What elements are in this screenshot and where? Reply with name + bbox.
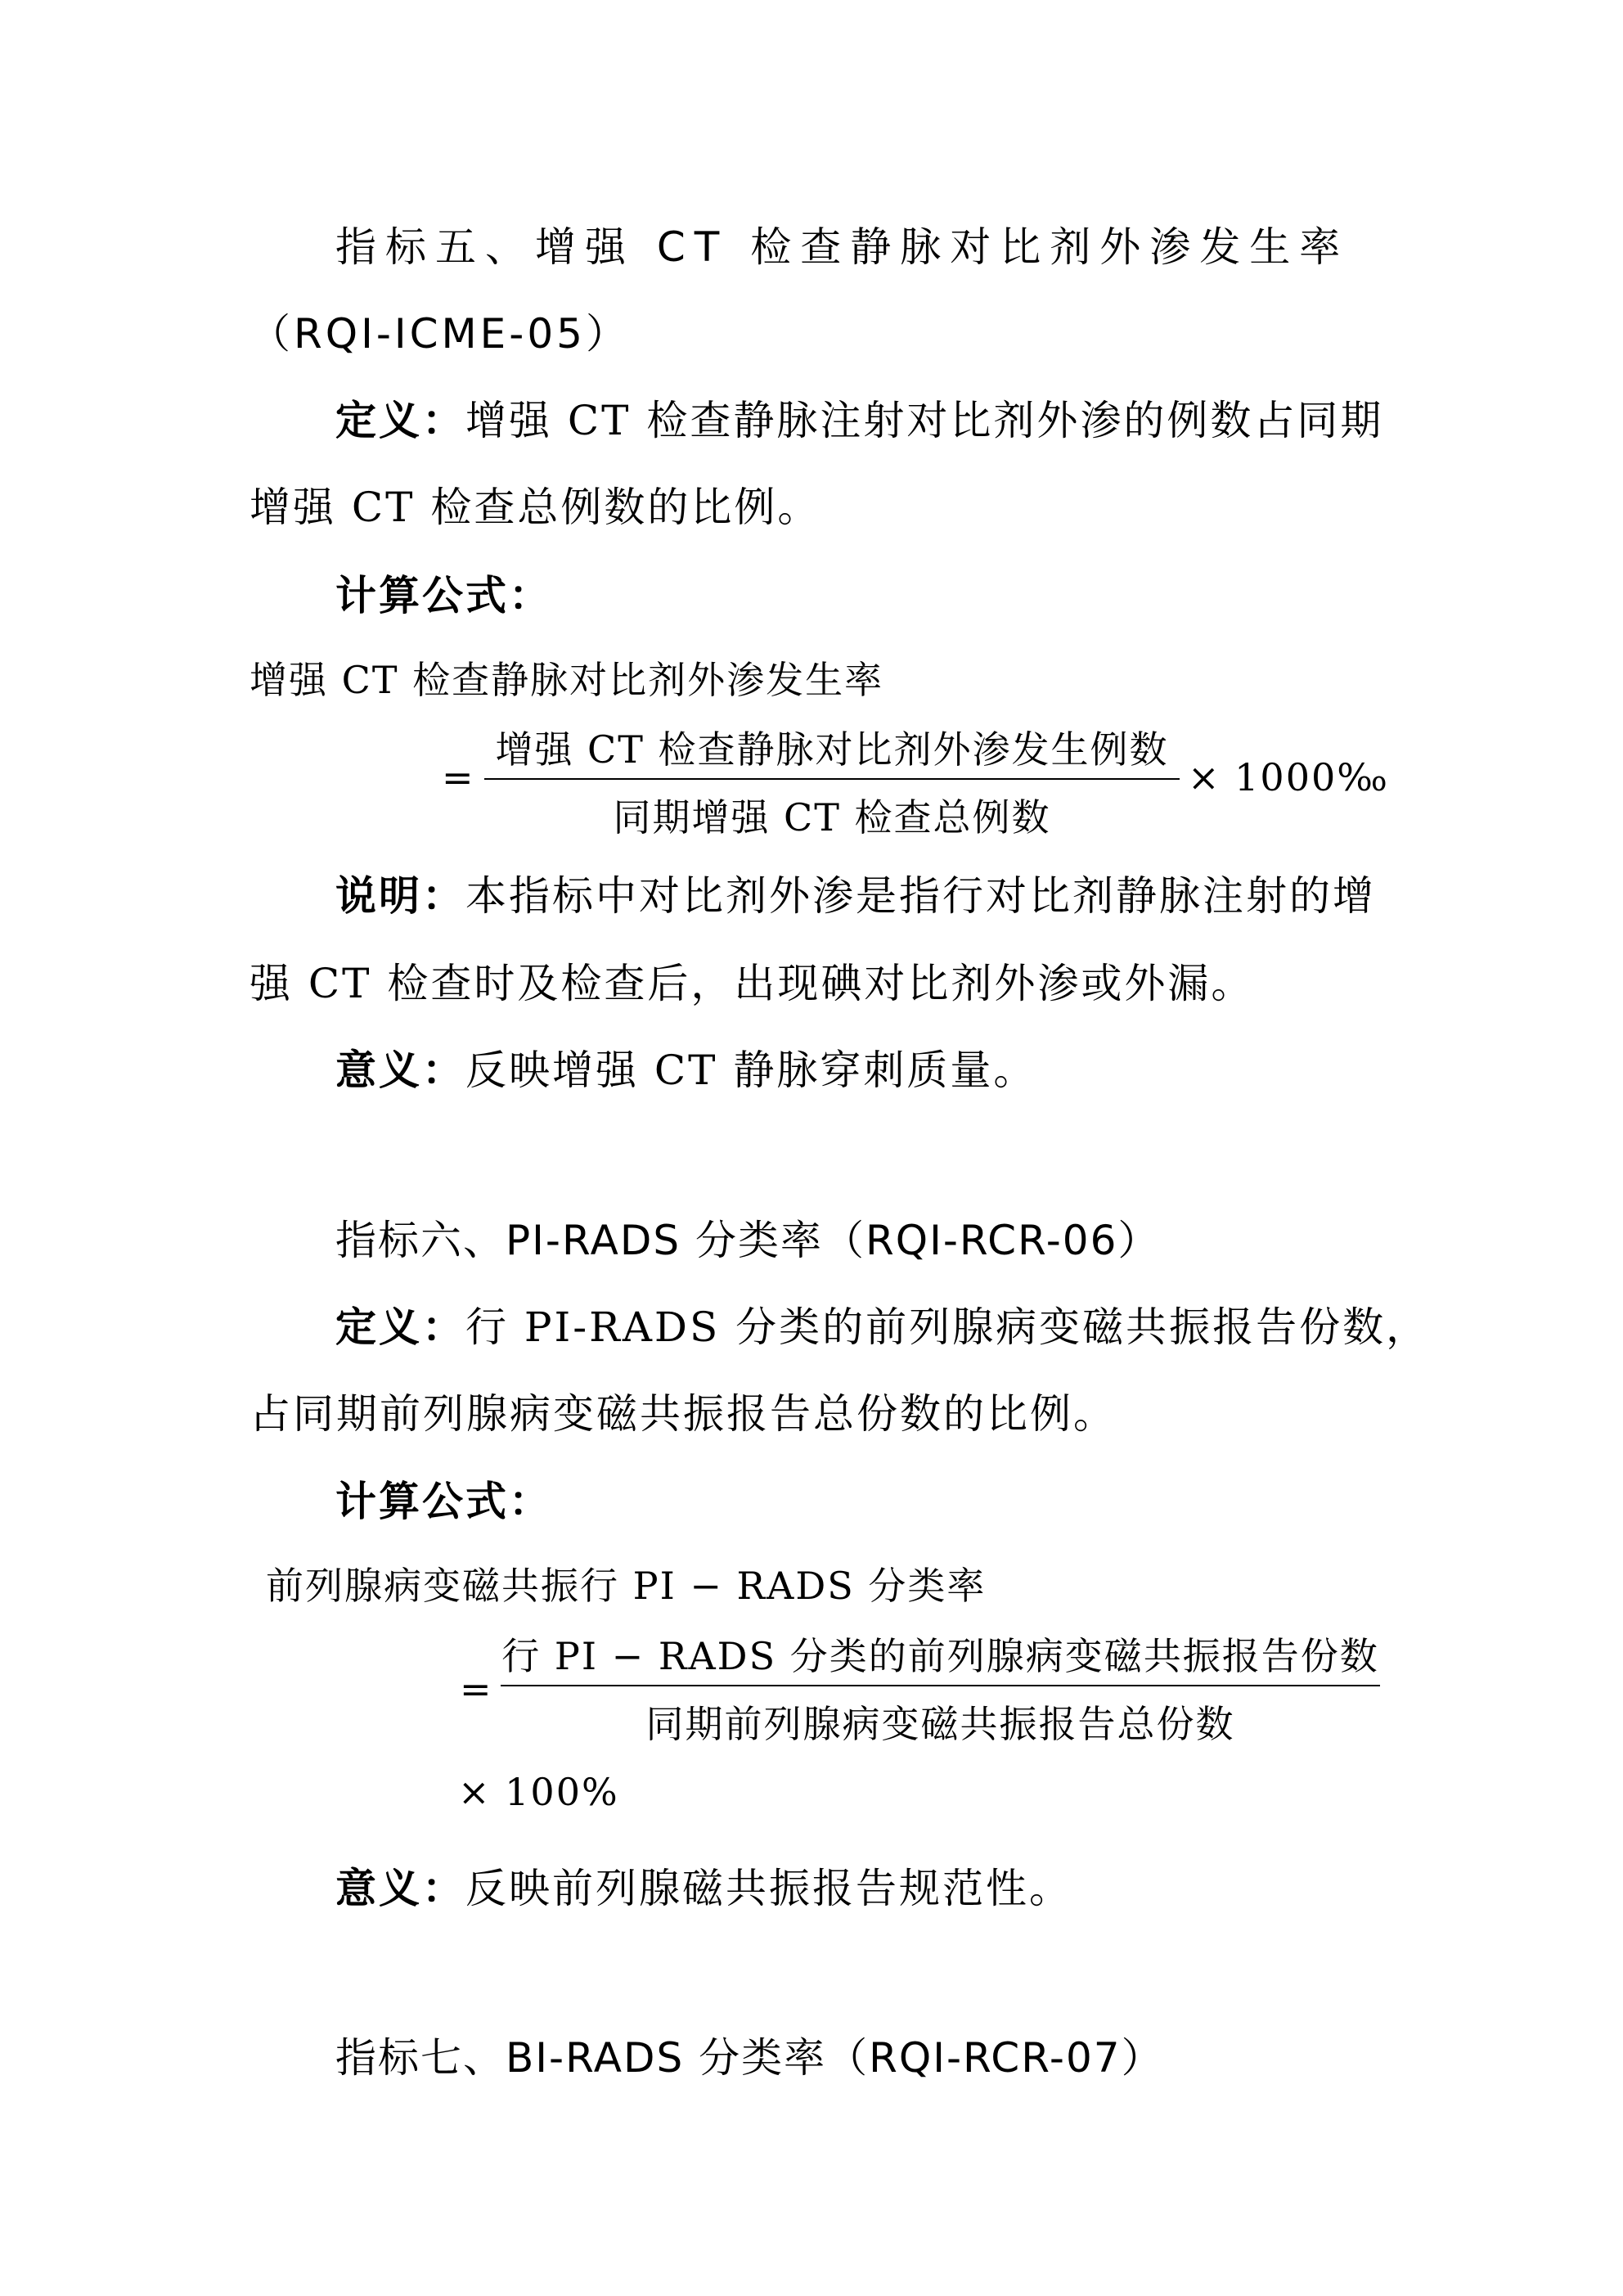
section7-title: 指标七、BI-RADS 分类率（RQI-RCR-07） [335,2034,1164,2082]
section5-title-line1: 指标五、增强 CT 检查静脉对比剂外渗发生率 [335,223,1350,271]
meaning-text: 反映增强 CT 静脉穿刺质量。 [465,1047,1037,1094]
definition-text: 行 PI-RADS 分类的前列腺病变磁共振报告份数， [465,1303,1430,1351]
meaning-text: 反映前列腺磁共振报告规范性。 [465,1865,1072,1912]
note-label: 说明： [335,872,465,920]
section5-formula-label: 计算公式： [335,572,552,619]
section5-note-line2: 强 CT 检查时及检查后，出现碘对比剂外渗或外漏。 [250,960,1255,1007]
section6-definition-line1 [335,1294,1429,1353]
note-text: 本指标中对比剂外渗是指行对比剂静脉注射的增 [465,872,1376,920]
definition-text: 增强 CT 检查静脉注射对比剂外渗的例数占同期 [465,397,1384,444]
section5-formula-multiplier: × 1000‰ [1188,755,1389,799]
section6-formula-equals: = [460,1667,493,1711]
section6-definition-line2: 占同期前列腺病变磁共振报告总份数的比例。 [250,1390,1117,1438]
section5-note-line1 [335,863,1376,922]
section6-formula-denominator: 同期前列腺病变磁共振报告总份数 [645,1702,1235,1746]
section6-meaning [335,1856,1072,1915]
meaning-label: 意义： [335,1047,465,1094]
meaning-label: 意义： [335,1865,465,1912]
definition-label: 定义： [335,1303,465,1351]
section6-fraction-bar [501,1685,1380,1686]
section5-definition-line2: 增强 CT 检查总例数的比例。 [250,484,821,531]
section5-fraction-bar [484,778,1180,780]
section6-formula-numerator: 行 PI − RADS 分类的前列腺病变磁共振报告份数 [501,1634,1379,1678]
section5-meaning [335,1038,1036,1096]
definition-label: 定义： [335,397,465,444]
section5-formula-numerator: 增强 CT 检查静脉对比剂外渗发生例数 [495,727,1169,772]
section6-title: 指标六、PI-RADS 分类率（RQI-RCR-06） [335,1217,1161,1264]
section5-formula-equals: = [442,755,475,799]
section5-title-line2: （RQI-ICME-05） [250,310,630,358]
section6-formula-lhs: 前列腺病变磁共振行 PI − RADS 分类率 [266,1564,987,1608]
section5-formula-lhs: 增强 CT 检查静脉对比剂外渗发生率 [250,658,884,702]
section5-formula-denominator: 同期增强 CT 检查总例数 [613,795,1051,840]
section5-definition-line1 [335,388,1383,447]
section6-formula-label: 计算公式： [335,1478,552,1525]
section6-formula-multiplier: × 100% [458,1770,619,1814]
